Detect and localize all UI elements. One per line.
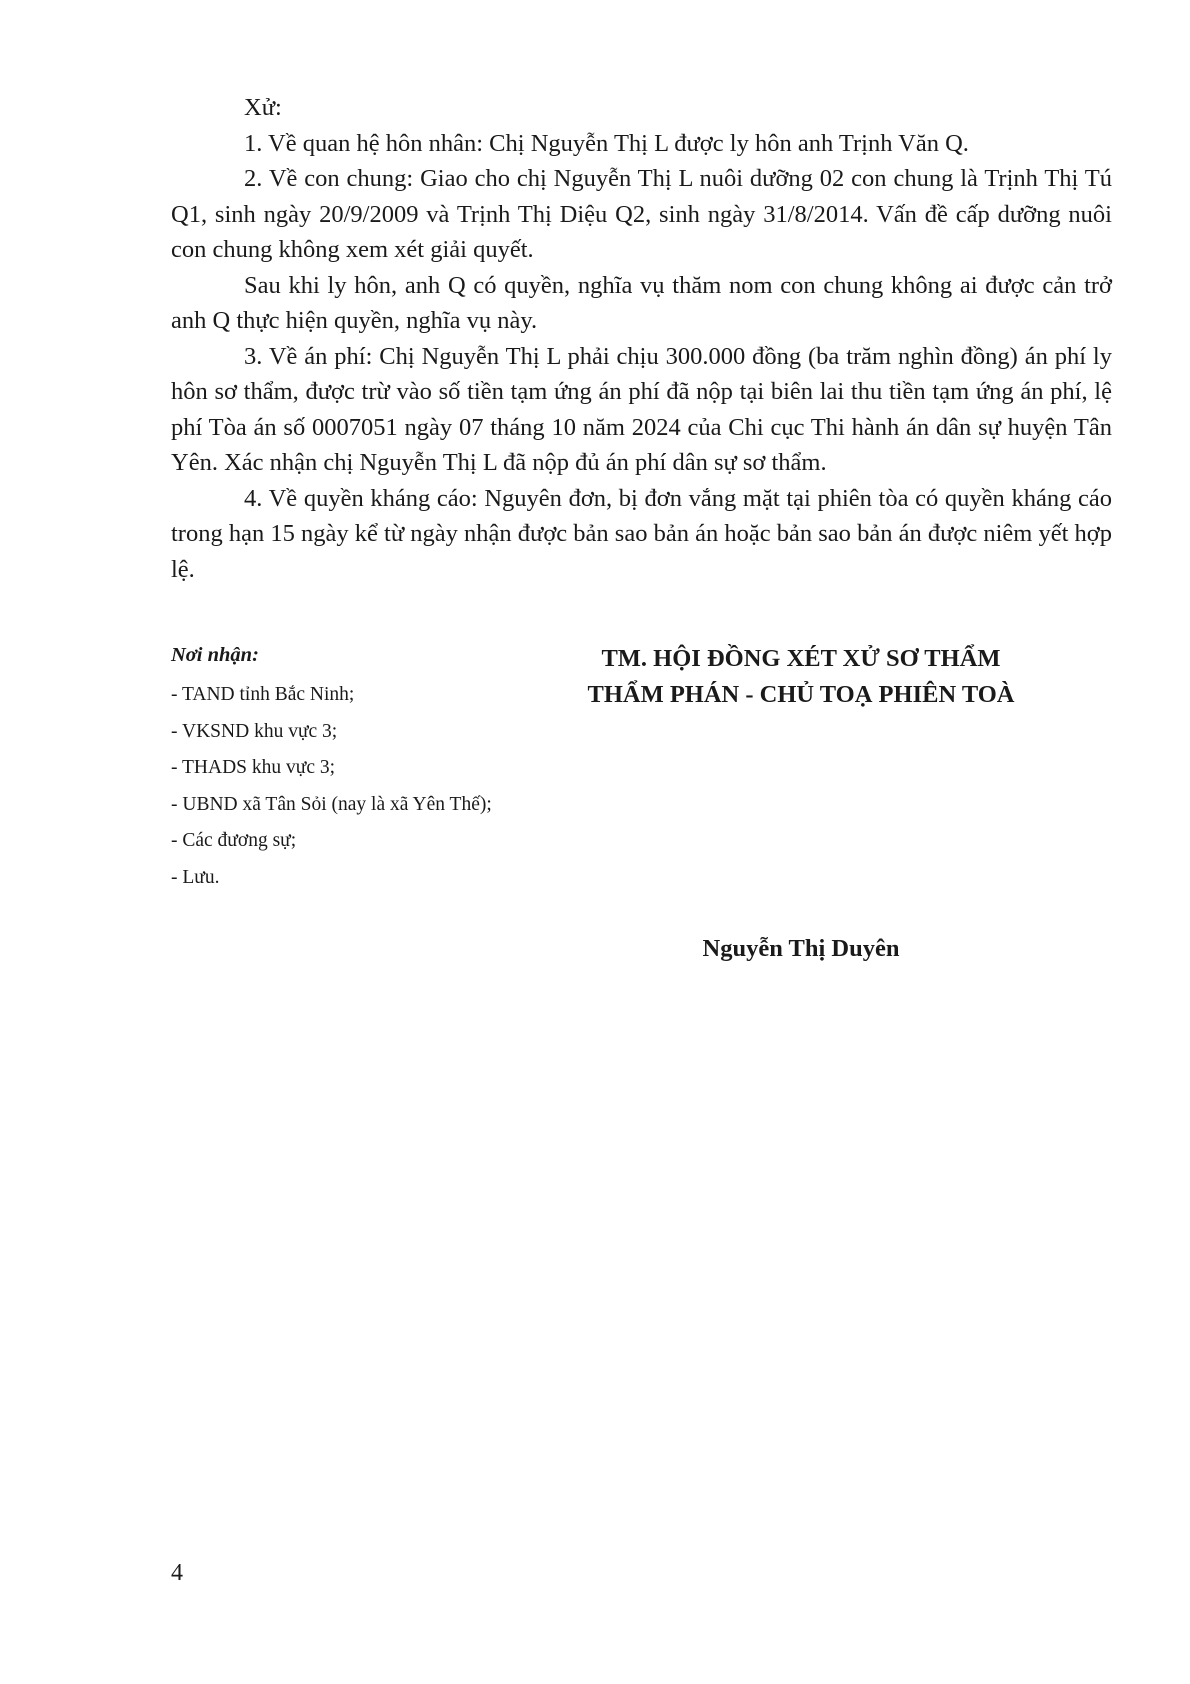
paragraph-children: 2. Về con chung: Giao cho chị Nguyễn Thị L nuôi dưỡng 02 con chung là Trịnh Thị Tú Q1, sinh ngày 20/9/2009 và Trịnh Thị Diệu Q2, sinh ngày 31/8/2014. Vấn đề cấp dưỡng nuôi con chung không xem xét giải quyết. — [171, 165, 1112, 263]
paragraph-court-fee: 3. Về án phí: Chị Nguyễn Thị L phải chịu 300.000 đồng (ba trăm nghìn đồng) án phí ly hôn sơ thẩm, được trừ vào số tiền tạm ứng án phí đã nộp tại biên lai thu tiền tạm ứng án phí, lệ phí Tòa án số 0007051 ngày 07 tháng 10 năm 2024 của Chi cục Thi hành án dân sự huyện Tân Yên. Xác nhận chị Nguyễn Thị L đã nộp đủ án phí dân sự sơ thẩm. — [171, 342, 1112, 476]
paragraph-visitation: Sau khi ly hôn, anh Q có quyền, nghĩa vụ thăm nom con chung không ai được cản trở anh Q thực hiện quyền, nghĩa vụ này. — [171, 271, 1112, 334]
judge-title: THẨM PHÁN - CHỦ TOẠ PHIÊN TOÀ — [587, 680, 1015, 708]
recipient-item: - Lưu. — [171, 866, 220, 888]
page-number: 4 — [171, 1560, 183, 1586]
paragraph-marriage: 1. Về quan hệ hôn nhân: Chị Nguyễn Thị L được ly hôn anh Trịnh Văn Q. — [244, 129, 969, 157]
judgment-body — [171, 90, 1112, 587]
council-title: TM. HỘI ĐỒNG XÉT XỬ SƠ THẨM — [601, 645, 1001, 672]
recipient-item: - UBND xã Tân Sỏi (nay là xã Yên Thế); — [171, 793, 492, 815]
recipient-item: - TAND tỉnh Bắc Ninh; — [171, 684, 355, 705]
paragraph-appeal: 4. Về quyền kháng cáo: Nguyên đơn, bị đơn vắng mặt tại phiên tòa có quyền kháng cáo trong hạn 15 ngày kể từ ngày nhận được bản sao bản án hoặc bản sao bản án được niêm yết hợp lệ. — [171, 484, 1112, 583]
recipient-item: - THADS khu vực 3; — [171, 757, 336, 778]
signer-name: Nguyễn Thị Duyên — [702, 935, 900, 962]
recipient-item: - VKSND khu vực 3; — [171, 720, 338, 742]
recipients-heading: Nơi nhận: — [171, 644, 259, 666]
recipient-item: - Các đương sự; — [171, 830, 297, 851]
council-block — [491, 641, 1111, 712]
verdict-heading: Xử: — [244, 94, 282, 121]
